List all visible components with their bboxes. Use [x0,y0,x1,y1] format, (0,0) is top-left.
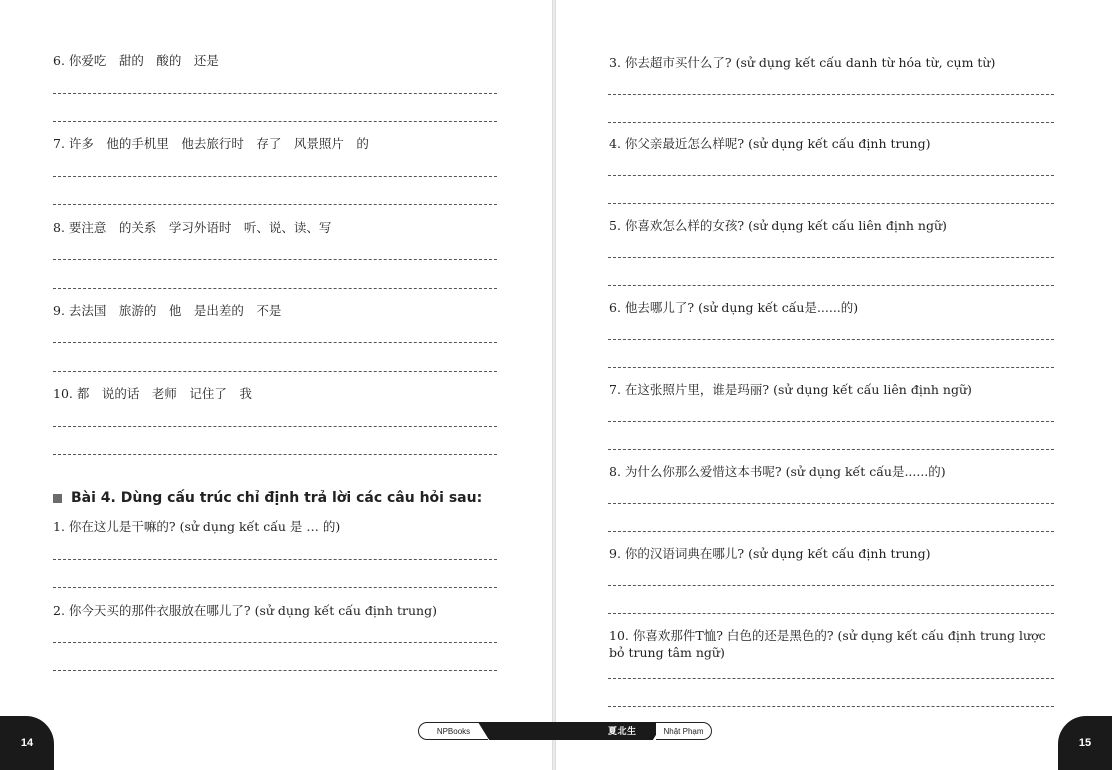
page-number-right: 15 [1058,716,1112,770]
question-7: 7. 在这张照片里，谁是玛丽? (sử dụng kết cấu liên định ngữ) [609,382,972,397]
question-3: 3. 你去超市买什么了? (sử dụng kết cấu danh từ hóa từ, cụm từ) [609,55,996,70]
left-page [0,0,552,770]
question-1: 1. 你在这儿是干嘛的? (sử dụng kết cấu 是 … 的) [53,519,341,534]
right-page [556,0,1112,770]
answer-line [53,204,497,205]
bullet-square-icon [53,494,62,503]
exercise-item-8: 8. 要注意 的关系 学习外语时 听、说、读、写 [53,220,332,235]
question-10: 10. 你喜欢那件T恤? 白色的还是黑色的? (sử dụng kết cấu định trung lược bỏ trung tâm ngữ) [609,628,1046,660]
answer-line [53,371,497,372]
answer-line [608,94,1054,95]
answer-line [53,342,497,343]
answer-line [53,426,497,427]
answer-line [608,503,1054,504]
answer-line [608,257,1054,258]
answer-line [53,288,497,289]
question-9: 9. 你的汉语词典在哪儿? (sử dụng kết cấu định trung) [609,546,931,561]
answer-line [53,121,497,122]
answer-line [53,642,497,643]
exercise-item-9: 9. 去法国 旅游的 他 是出差的 不是 [53,303,282,318]
answer-line [608,421,1054,422]
answer-line [53,559,497,560]
answer-line [53,670,497,671]
footer-author-label: Nhật Phạm [656,722,712,740]
answer-line [53,93,497,94]
answer-line [608,678,1054,679]
question-4: 4. 你父亲最近怎么样呢? (sử dụng kết cấu định trung) [609,136,931,151]
exercise-item-10: 10. 都 说的话 老师 记住了 我 [53,386,252,401]
exercise-item-6: 6. 你爱吃 甜的 酸的 还是 [53,53,219,68]
answer-line [608,122,1054,123]
answer-line [53,587,497,588]
answer-line [608,531,1054,532]
page-number-left: 14 [0,716,54,770]
answer-line [608,203,1054,204]
section-heading-text: Bài 4. Dùng cấu trúc chỉ định trả lời các câu hỏi sau: [71,490,483,506]
answer-line [608,706,1054,707]
answer-line [53,176,497,177]
answer-line [608,449,1054,450]
question-5: 5. 你喜欢怎么样的女孩? (sử dụng kết cấu liên định ngữ) [609,218,947,233]
answer-line [608,285,1054,286]
answer-line [53,454,497,455]
answer-line [608,585,1054,586]
footer-brand: 夏北生 [608,727,637,737]
question-8: 8. 为什么你那么爱惜这本书呢? (sử dụng kết cấu是......的) [609,464,946,479]
answer-line [608,367,1054,368]
exercise-item-7: 7. 许多 他的手机里 他去旅行时 存了 风景照片 的 [53,136,369,151]
answer-line [608,175,1054,176]
footer-publisher-label: NPBooks [418,722,488,740]
answer-line [608,339,1054,340]
section-heading [53,490,482,506]
question-6: 6. 他去哪儿了? (sử dụng kết cấu是......的) [609,300,859,315]
footer-bar [418,722,712,740]
answer-line [53,259,497,260]
answer-line [608,613,1054,614]
question-2: 2. 你今天买的那件衣服放在哪儿了? (sử dụng kết cấu định trung) [53,603,437,618]
